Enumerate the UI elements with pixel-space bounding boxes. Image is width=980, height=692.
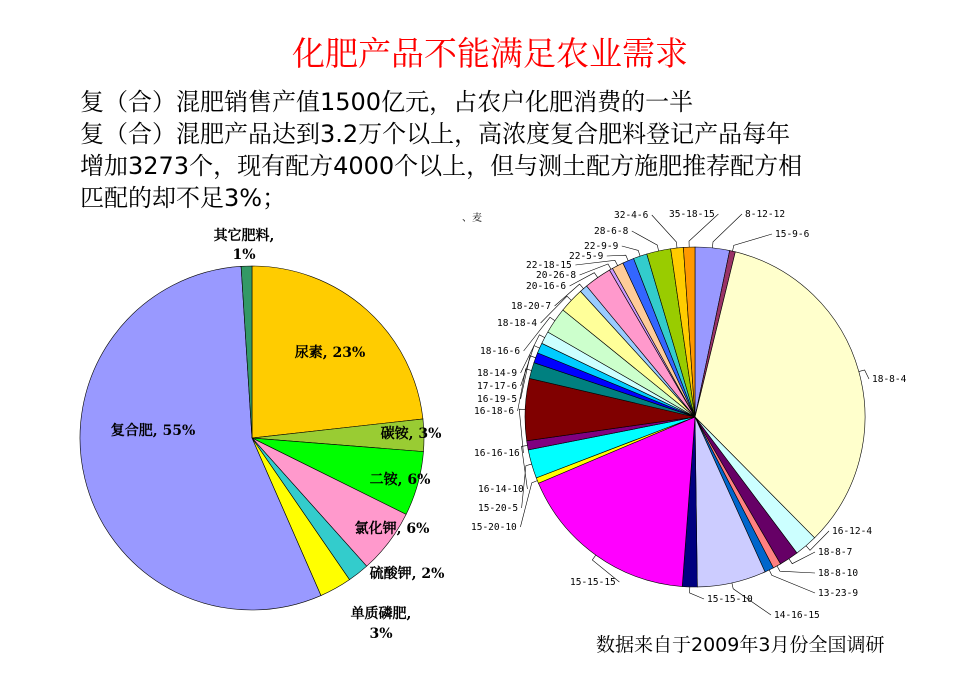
paragraph-line-1: 复（合）混肥销售产值1500亿元，占农户化肥消费的一半 (80, 88, 694, 116)
data-source-note: 数据来自于2009年3月份全国调研 (596, 634, 885, 656)
formula-label-2: 18-8-4 (872, 374, 907, 385)
formula-label-8: 15-15-10 (707, 594, 753, 605)
formula-label-13: 16-16-16 (474, 448, 520, 459)
formula-label-0: 8-12-12 (745, 209, 786, 220)
fertilizer-label-2: 二铵, 6% (369, 472, 431, 488)
formula-label-18: 18-16-6 (480, 346, 521, 357)
formula-label-15: 16-19-5 (477, 394, 518, 405)
formula-label-19: 18-18-4 (497, 318, 538, 329)
formula-label-12: 16-14-10 (478, 484, 524, 495)
formula-leader-6 (769, 570, 815, 593)
formula-leader-5 (777, 566, 815, 573)
stray-text: 、麦 (462, 213, 482, 224)
fertilizer-label-5-line-1: 3% (369, 626, 393, 642)
paragraph-line-2: 复（合）混肥产品达到3.2万个以上，高浓度复合肥料登记产品每年 (80, 120, 791, 148)
formula-label-14: 16-18-6 (474, 406, 515, 417)
formula-label-17: 18-14-9 (477, 368, 518, 379)
fertilizer-type-pie-chart (80, 227, 444, 642)
fertilizer-label-5-line-0: 单质磷肥, (350, 606, 412, 622)
formula-leader-1 (733, 234, 773, 251)
formula-label-6: 13-23-9 (818, 588, 859, 599)
fertilizer-label-4: 硫酸钾, 2% (369, 566, 445, 582)
formula-label-28: 35-18-15 (669, 209, 715, 220)
formula-leader-8 (690, 587, 704, 599)
formula-leader-26 (632, 231, 659, 251)
formula-label-1: 15-9-6 (775, 229, 810, 240)
formula-label-27: 32-4-6 (614, 210, 649, 221)
paragraph-line-3: 增加3273个，现有配方4000个以上，但与测土配方施肥推荐配方相 (80, 152, 803, 180)
formula-label-24: 22-5-9 (569, 251, 604, 262)
fertilizer-label-7-line-0: 其它肥料, (213, 228, 275, 244)
formula-leader-25 (622, 246, 640, 256)
formula-label-26: 28-6-8 (594, 226, 629, 237)
formula-label-16: 17-17-6 (477, 381, 518, 392)
formula-label-21: 20-16-6 (526, 281, 567, 292)
formula-label-3: 16-12-4 (832, 526, 873, 537)
formula-label-9: 15-15-15 (570, 577, 616, 588)
formula-label-7: 14-16-15 (774, 610, 820, 621)
formula-label-23: 22-18-15 (526, 260, 572, 271)
formula-label-11: 15-20-5 (478, 503, 519, 514)
formula-leader-0 (712, 214, 742, 248)
fertilizer-label-7-line-1: 1% (232, 247, 256, 263)
formula-leader-24 (607, 255, 628, 261)
formula-label-25: 22-9-9 (584, 241, 619, 252)
formula-pie-chart (471, 209, 907, 621)
formula-label-20: 18-20-7 (511, 301, 552, 312)
page-title: 化肥产品不能满足农业需求 (292, 34, 688, 73)
formula-label-22: 20-26-8 (536, 270, 577, 281)
fertilizer-label-0: 尿素, 23% (294, 345, 366, 361)
paragraph-line-4: 匹配的却不足3%； (80, 184, 287, 212)
fertilizer-label-1: 碳铵, 3% (380, 426, 442, 442)
fertilizer-label-6: 复合肥, 55% (110, 423, 196, 439)
formula-label-10: 15-20-10 (471, 522, 517, 533)
fertilizer-label-3: 氯化钾, 6% (354, 521, 430, 537)
formula-label-5: 18-8-10 (818, 568, 859, 579)
formula-label-4: 18-8-7 (818, 547, 853, 558)
